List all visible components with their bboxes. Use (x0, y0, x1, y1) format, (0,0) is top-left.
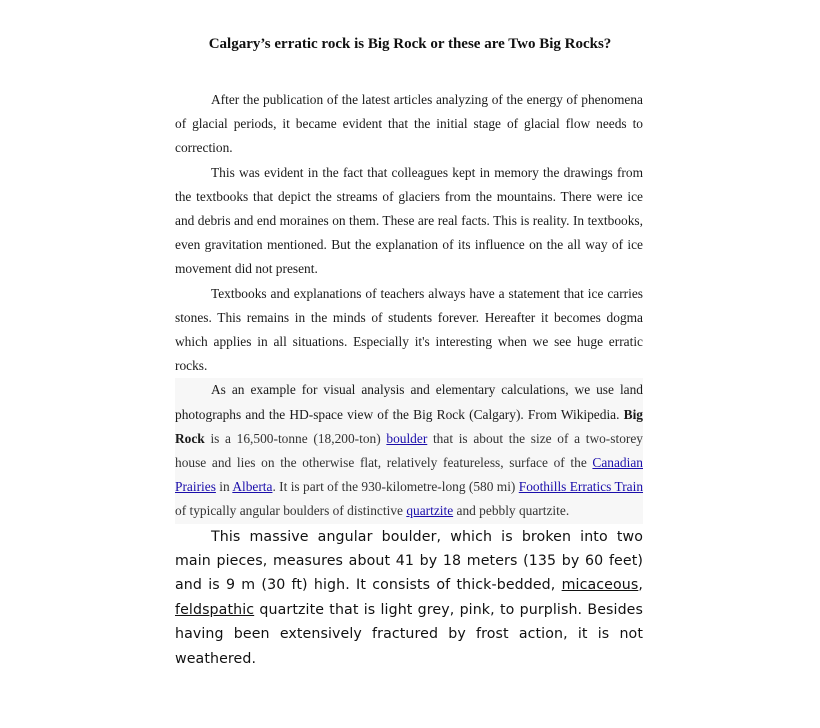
boulder-description-paragraph (175, 525, 643, 671)
page-title: Calgary’s erratic rock is Big Rock or these are Two Big Rocks? (208, 36, 612, 52)
description-text-3: quartzite that is light grey, pink, to purplish. Besides having been extensively fractured by frost action, it is not weathered. (175, 601, 643, 667)
document-body (175, 88, 643, 671)
boulder-link[interactable]: boulder (386, 430, 428, 446)
quote-text-2: that is about the size of a two-storey house and lies on the otherwise flat, relatively featureless, surface of the (175, 430, 643, 471)
description-text-1: This massive angular boulder, which is broken into two main pieces, measures about 41 by 18 meters (135 by 60 feet) and is 9 m (30 ft) high. It consists of thick-bedded, (175, 528, 643, 594)
wikipedia-quote-paragraph (175, 378, 643, 523)
paragraph-3: Textbooks and explanations of teachers always have a statement that ice carries stones. This remains in the minds of students forever. Hereafter it becomes dogma which applies in all situations. Especially it's interesting when we see huge erratic rocks. (175, 285, 643, 374)
quote-text-3: in (215, 479, 233, 495)
quote-text-1: is a 16,500-tonne (18,200-ton) (204, 430, 387, 446)
canadian-prairies-link[interactable]: Canadian Prairies (175, 455, 643, 495)
quote-bold-term: Big Rock (175, 406, 643, 446)
quote-text-5: of typically angular boulders of distinctive (175, 503, 407, 519)
micaceous-term: micaceous (561, 577, 639, 594)
quote-text-6: and pebbly quartzite. (453, 503, 570, 519)
alberta-link[interactable]: Alberta (232, 479, 273, 495)
quote-text-4: . It is part of the 930-kilometre-long (580 mi) (272, 479, 519, 495)
foothills-erratics-train-link[interactable]: Foothills Erratics Train (518, 479, 644, 495)
paragraph-1: After the publication of the latest articles analyzing of the energy of phenomena of glacial periods, it became evident that the initial stage of glacial flow needs to correction. (175, 92, 643, 156)
quartzite-link[interactable]: quartzite (406, 503, 454, 519)
paragraph-2: This was evident in the fact that colleagues kept in memory the drawings from the textbooks that depict the streams of glaciers from the mountains. There were ice and debris and end moraines on them. These are real facts. This is reality. In textbooks, even gravitation mentioned. But the explanation of its influence on the all way of ice movement did not present. (175, 164, 643, 277)
feldspathic-term: feldspathic (175, 601, 255, 618)
description-text-2: , (638, 577, 643, 594)
quote-intro: As an example for visual analysis and elementary calculations, we use land photographs and the HD-space view of the Big Rock (Calgary). From Wikipedia. (175, 382, 643, 422)
